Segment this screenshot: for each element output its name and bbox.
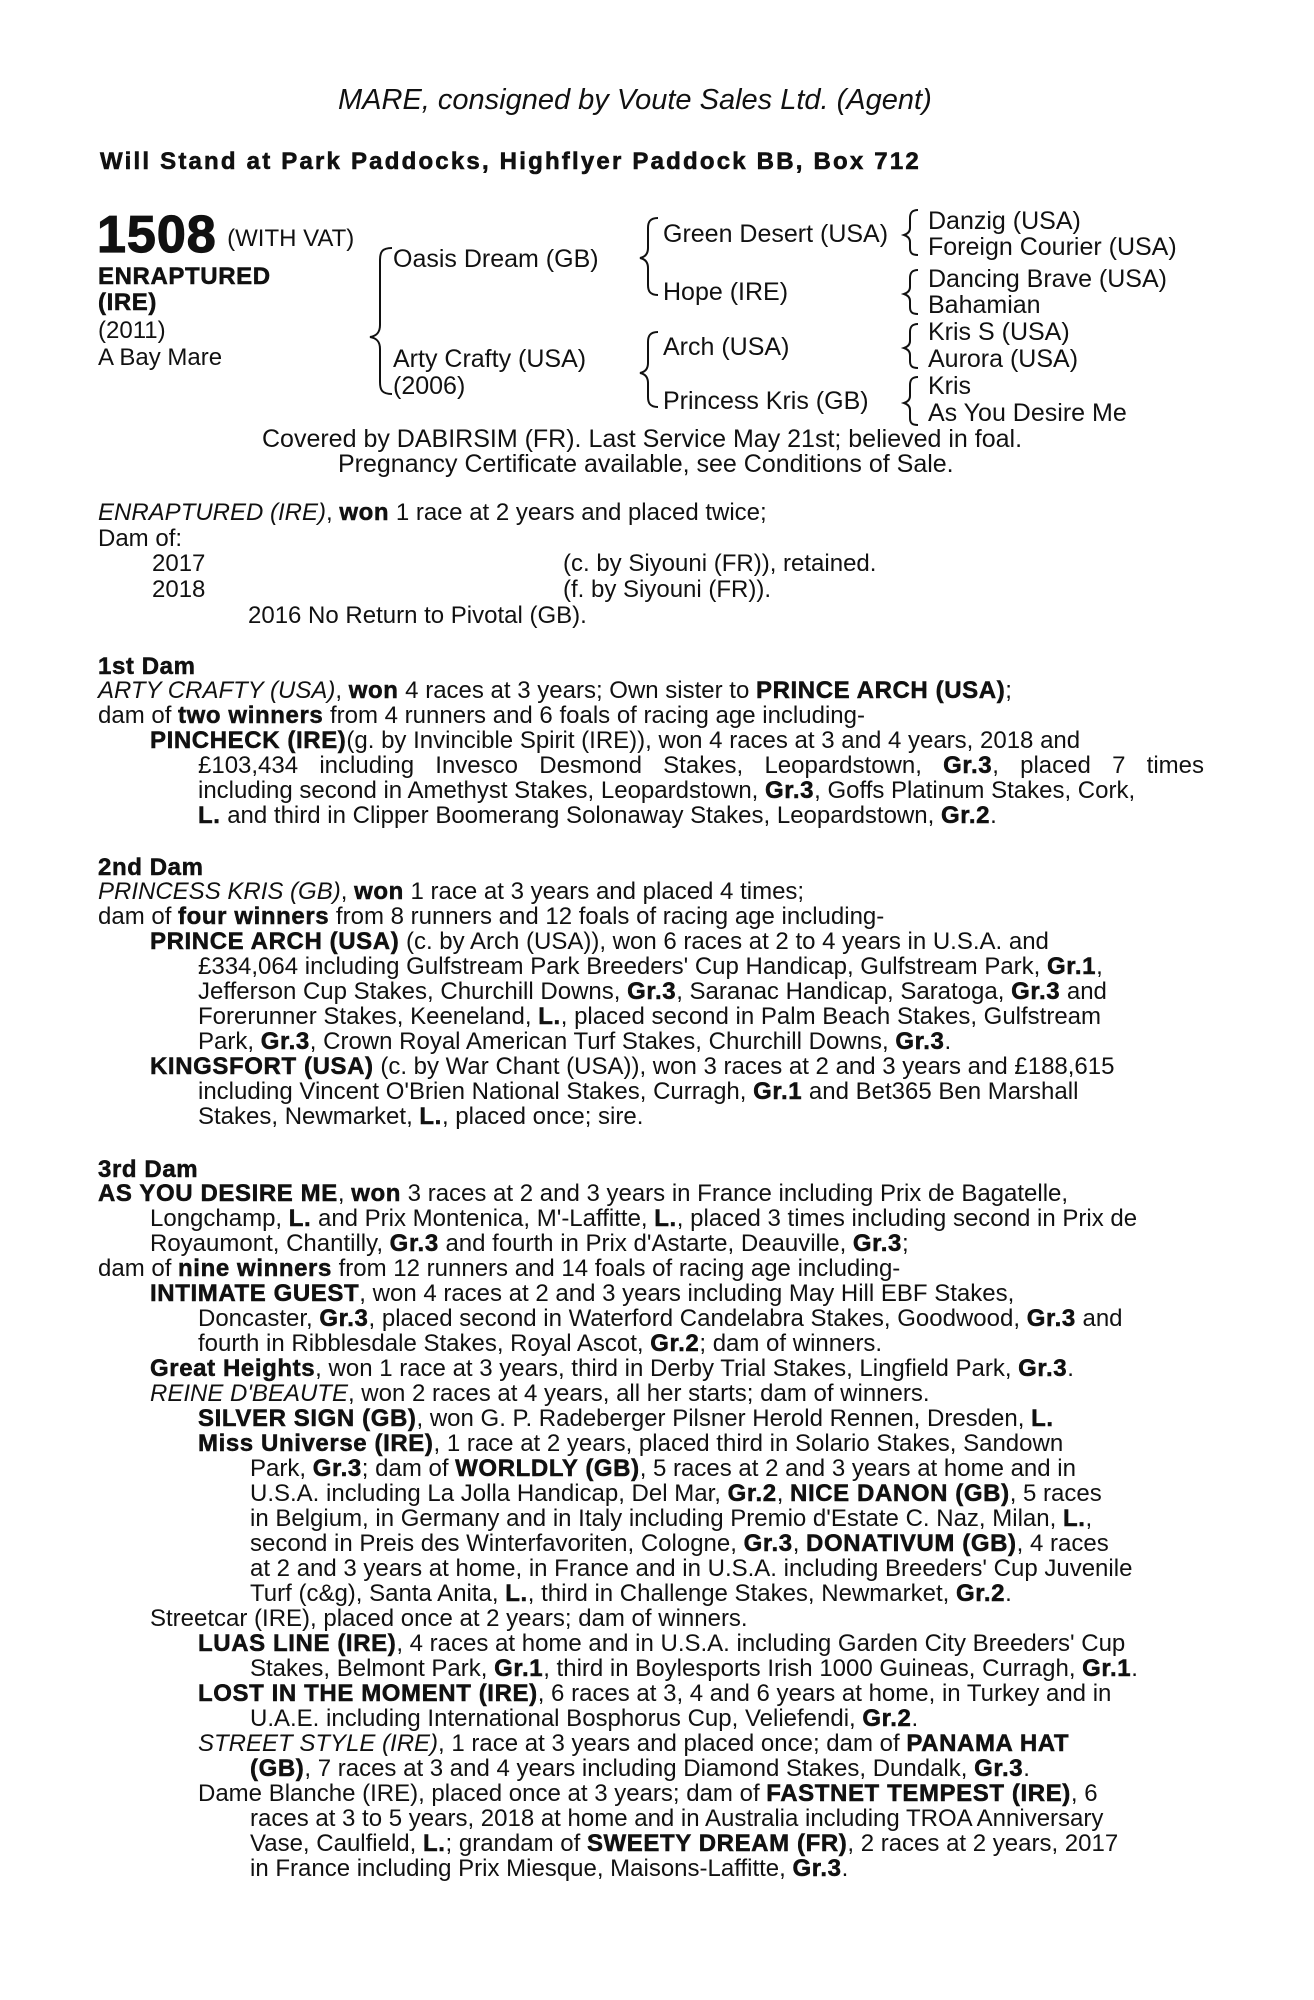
grade: Gr.3 xyxy=(743,1530,793,1557)
kingsfort-line3 xyxy=(198,1104,643,1129)
runner-name: WORLDLY (GB) xyxy=(455,1455,640,1482)
grade: Gr.3 xyxy=(895,1028,945,1055)
prince-arch-line3 xyxy=(198,979,1107,1004)
prince-arch-line2: £334,064 including Gulfstream Park Breeders' Cup Handicap, Gulfstream Park, Gr.1, xyxy=(198,953,1103,980)
pedigree-sire-sire: Green Desert (USA) xyxy=(663,220,889,248)
text: U.A.E. including International Bosphorus Cup, Veliefendi, xyxy=(250,1705,863,1732)
text: and fourth in Prix d'Astarte, Deauville, xyxy=(438,1230,853,1257)
grade: Gr.2 xyxy=(940,802,991,829)
won-label: won xyxy=(348,677,399,704)
text: , 1 race at 3 years and placed once; dam of xyxy=(438,1730,907,1757)
text: , won 4 races at 2 and 3 years including May Hill EBF Stakes, xyxy=(359,1280,1015,1307)
text: (c. by Arch (USA)), won 6 races at 2 to 4 years in U.S.A. and xyxy=(399,928,1049,955)
text: Stakes, Newmarket, xyxy=(198,1103,420,1130)
text: fourth in Ribblesdale Stakes, Royal Ascot, xyxy=(198,1330,651,1357)
grade: Gr.2 xyxy=(727,1480,777,1507)
text: Forerunner Stakes, Keeneland, xyxy=(198,1003,539,1030)
pincheck-line2 xyxy=(198,753,1204,778)
text: , Goffs Platinum Stakes, Cork, xyxy=(814,777,1136,804)
third-dam-heading: 3rd Dam xyxy=(98,1156,199,1183)
grade: Gr.3 xyxy=(260,1028,310,1055)
text: , placed second in Waterford Candelabra Stakes, Goodwood, xyxy=(368,1305,1027,1332)
dam-of-label: Dam of: xyxy=(98,525,183,552)
text: in Belgium, in Germany and in Italy including Premio d'Estate C. Naz, Milan, xyxy=(250,1505,1063,1532)
text: and Prix Montenica, M'-Laffitte, xyxy=(311,1205,655,1232)
pincheck-row xyxy=(150,728,1080,753)
text: and xyxy=(1060,978,1107,1005)
street-style-line1 xyxy=(198,1731,1069,1756)
foal-desc-2017: (c. by Siyouni (FR)), retained. xyxy=(563,550,877,577)
runner-name: KINGSFORT (USA) xyxy=(150,1053,374,1080)
text: including Vincent O'Brien National Stakes, Curragh, xyxy=(198,1078,754,1105)
second-dam-line1: PRINCESS KRIS (GB), won 1 race at 3 years and placed 4 times; xyxy=(98,878,805,905)
horse-year: (2011) xyxy=(98,317,166,344)
grade: Gr.3 xyxy=(765,777,815,804)
pedigree-ddd: As You Desire Me xyxy=(928,399,1127,427)
runner-name: NICE DANON (GB) xyxy=(790,1480,1010,1507)
pedigree-dam-dam: Princess Kris (GB) xyxy=(663,387,869,415)
runner-name: FASTNET TEMPEST (IRE) xyxy=(766,1780,1071,1807)
grade: L. xyxy=(1031,1405,1054,1432)
text: dam of xyxy=(98,1255,179,1282)
first-dam-line1: ARTY CRAFTY (USA), won 4 races at 3 years; Own sister to PRINCE ARCH (USA); xyxy=(98,677,1012,704)
intimate-guest-line2 xyxy=(198,1306,1123,1331)
text: in France including Prix Miesque, Maisons-Laffitte, xyxy=(250,1855,793,1882)
grade: L. xyxy=(422,1830,446,1857)
miss-universe-line1 xyxy=(198,1431,1063,1456)
grade: Gr.3 xyxy=(974,1755,1024,1782)
text: , 6 races at 3, 4 and 6 years at home, in Turkey and in xyxy=(537,1680,1112,1707)
sister-name: PRINCE ARCH (USA) xyxy=(755,677,1006,704)
text: , 5 races at 2 and 3 years at home and in xyxy=(639,1455,1076,1482)
text: . xyxy=(1131,1655,1138,1682)
text: and Bet365 Ben Marshall xyxy=(802,1078,1079,1105)
winners-count: four winners xyxy=(178,903,330,930)
third-dam-line3 xyxy=(150,1231,909,1256)
pedigree-dsd: Aurora (USA) xyxy=(928,345,1079,373)
horse-name-line1: ENRAPTURED xyxy=(98,263,271,290)
grade: Gr.3 xyxy=(1011,978,1061,1005)
third-dam-damof xyxy=(98,1256,900,1281)
text: , xyxy=(776,1480,784,1507)
return-note: 2016 No Return to Pivotal (GB). xyxy=(248,602,587,629)
pedigree-dam-sire: Arch (USA) xyxy=(663,333,790,361)
winners-count: nine winners xyxy=(178,1255,332,1282)
text: Doncaster, xyxy=(198,1305,320,1332)
foal-desc-2018: (f. by Siyouni (FR)). xyxy=(563,576,772,603)
runner-name: PANAMA HAT xyxy=(906,1730,1070,1757)
grade: Gr.3 xyxy=(627,978,677,1005)
pedigree-dam: Arty Crafty (USA) xyxy=(393,345,587,373)
page-title: MARE, consigned by Voute Sales Ltd. (Agent) xyxy=(338,84,932,116)
text: £103,434 including Invesco Desmond Stakes, Leopardstown, xyxy=(198,752,944,779)
text: , 1 race at 2 years, placed third in Solario Stakes, Sandown xyxy=(433,1430,1064,1457)
grade: Gr.3 xyxy=(389,1230,439,1257)
text: dam of xyxy=(98,903,179,930)
prince-arch-line1 xyxy=(150,929,1049,954)
grade: L. xyxy=(198,802,221,829)
text: , 6 xyxy=(1070,1780,1098,1807)
third-dam-line2 xyxy=(150,1206,1137,1231)
mare-name: ENRAPTURED (IRE) xyxy=(98,499,327,526)
grade: Gr.2 xyxy=(650,1330,700,1357)
grade: Gr.1 xyxy=(494,1655,544,1682)
miss-universe-line4 xyxy=(250,1506,1092,1531)
text: , 7 races at 3 and 4 years including Diamond Stakes, Dundalk, xyxy=(304,1755,975,1782)
dame-blanche-line4 xyxy=(250,1856,848,1881)
text: ; xyxy=(902,1230,909,1257)
grade: Gr.3 xyxy=(312,1455,362,1482)
won-label: won xyxy=(354,878,404,905)
text: U.S.A. including La Jolla Handicap, Del Mar, xyxy=(250,1480,728,1507)
text: . xyxy=(911,1705,919,1732)
grade: Gr.3 xyxy=(852,1230,903,1257)
runner-name: DONATIVUM (GB) xyxy=(806,1530,1017,1557)
runner-name: LOST IN THE MOMENT (IRE) xyxy=(198,1680,538,1707)
text: Park, xyxy=(250,1455,313,1482)
text: Longchamp, xyxy=(150,1205,289,1232)
text: ; dam of xyxy=(361,1455,456,1482)
first-dam-damof xyxy=(98,703,865,728)
text: , 2 races at 2 years, 2017 xyxy=(847,1830,1119,1857)
dame-blanche-line2: races at 3 to 5 years, 2018 at home and in Australia including TROA Anniversary xyxy=(250,1805,1104,1832)
runner-name: REINE D'BEAUTE xyxy=(150,1380,348,1407)
text: , 4 races at home and in U.S.A. including Garden City Breeders' Cup xyxy=(396,1630,1126,1657)
runner-name: (GB) xyxy=(250,1755,305,1782)
text: Park, xyxy=(198,1028,261,1055)
text: Jefferson Cup Stakes, Churchill Downs, xyxy=(198,978,628,1005)
runner-name: SILVER SIGN (GB) xyxy=(198,1405,417,1432)
stand-location: Will Stand at Park Paddocks, Highflyer Paddock BB, Box 712 xyxy=(100,148,921,175)
kingsfort-line1 xyxy=(150,1054,1114,1079)
runner-name: INTIMATE GUEST xyxy=(150,1280,360,1307)
text: 4 races at 3 years; Own sister to xyxy=(398,677,756,704)
text: , placed 3 times including second in Prix de xyxy=(676,1205,1138,1232)
dame-blanche-line1 xyxy=(198,1781,1098,1806)
text: . xyxy=(1023,1755,1030,1782)
luas-line2 xyxy=(250,1656,1138,1681)
text: from 8 runners and 12 foals of racing age including- xyxy=(329,903,885,930)
runner-name: SWEETY DREAM (FR) xyxy=(586,1830,848,1857)
first-dam-heading: 1st Dam xyxy=(98,653,196,680)
third-dam-line1: AS YOU DESIRE ME, won 3 races at 2 and 3 years in France including Prix de Bagatelle, xyxy=(98,1180,1069,1207)
covered-note: Covered by DABIRSIM (FR). Last Service May 21st; believed in foal. xyxy=(262,425,1023,453)
grade: Gr.3 xyxy=(319,1305,369,1332)
grade: Gr.1 xyxy=(1082,1655,1132,1682)
text: second in Preis des Winterfavoriten, Cologne, xyxy=(250,1530,744,1557)
runner-name: PINCHECK (IRE) xyxy=(150,727,347,754)
grade: Gr.1 xyxy=(753,1078,803,1105)
grade: Gr.1 xyxy=(1047,953,1097,980)
text: , third in Boylesports Irish 1000 Guineas, Curragh, xyxy=(543,1655,1083,1682)
grade: L. xyxy=(419,1103,442,1130)
horse-name-line2: (IRE) xyxy=(98,289,157,316)
grade: Gr.2 xyxy=(955,1580,1006,1607)
text: 1 race at 3 years and placed 4 times; xyxy=(403,878,805,905)
grade: Gr.3 xyxy=(943,752,993,779)
won-label: won xyxy=(339,499,390,526)
grade: L. xyxy=(1062,1505,1086,1532)
text: Royaumont, Chantilly, xyxy=(150,1230,390,1257)
miss-universe-line5 xyxy=(250,1531,1109,1556)
runner-name: Miss Universe (IRE) xyxy=(198,1430,434,1457)
pedigree-ssd: Foreign Courier (USA) xyxy=(928,233,1177,261)
pedigree-braces xyxy=(0,0,1314,440)
text: Turf (c&g), Santa Anita, xyxy=(250,1580,506,1607)
text: , placed 7 times xyxy=(992,752,1204,779)
horse-description: A Bay Mare xyxy=(98,344,223,371)
street-style-line2 xyxy=(250,1756,1030,1781)
text: , Saranac Handicap, Saratoga, xyxy=(676,978,1012,1005)
text: , won G. P. Radeberger Pilsner Herold Rennen, Dresden, xyxy=(416,1405,1032,1432)
text: ; grandam of xyxy=(445,1830,587,1857)
prince-arch-line4 xyxy=(198,1004,1101,1029)
pedigree-sss: Danzig (USA) xyxy=(928,207,1081,235)
first-dam-name: ARTY CRAFTY (USA) xyxy=(98,677,336,704)
miss-universe-line7 xyxy=(250,1581,1012,1606)
second-dam-name: PRINCESS KRIS (GB) xyxy=(98,878,341,905)
grade: Gr.2 xyxy=(862,1705,912,1732)
text: from 12 runners and 14 foals of racing age including- xyxy=(331,1255,901,1282)
mare-record-text: 1 race at 2 years and placed twice; xyxy=(389,499,767,526)
foal-year-2018: 2018 xyxy=(152,576,206,603)
mare-record: ENRAPTURED (IRE), won 1 race at 2 years and placed twice; xyxy=(98,499,767,526)
text: ; dam of winners. xyxy=(699,1330,883,1357)
grade: L. xyxy=(288,1205,312,1232)
grade: Gr.3 xyxy=(1026,1305,1076,1332)
text: , xyxy=(792,1530,800,1557)
text: , placed second in Palm Beach Stakes, Gulfstream xyxy=(560,1003,1102,1030)
pregnancy-note: Pregnancy Certificate available, see Conditions of Sale. xyxy=(338,450,954,478)
great-heights-line xyxy=(150,1356,1074,1381)
runner-name: PRINCE ARCH (USA) xyxy=(150,928,400,955)
pedigree-sire: Oasis Dream (GB) xyxy=(393,245,599,273)
lot-number: 1508 xyxy=(97,206,217,264)
silver-sign-line xyxy=(198,1406,1054,1431)
pedigree-dds: Kris xyxy=(928,372,972,400)
third-dam-name: AS YOU DESIRE ME xyxy=(98,1180,338,1207)
text: Stakes, Belmont Park, xyxy=(250,1655,495,1682)
runner-name: Great Heights xyxy=(150,1355,316,1382)
text: ; xyxy=(1005,677,1012,704)
text: and third in Clipper Boomerang Solonaway Stakes, Leopardstown, xyxy=(220,802,941,829)
pincheck-line3 xyxy=(198,778,1135,803)
pincheck-line4 xyxy=(198,803,997,828)
text: , 4 races xyxy=(1016,1530,1109,1557)
text: . xyxy=(1067,1355,1074,1382)
text: (c. by War Chant (USA)), won 3 races at 2 and 3 years and £188,615 xyxy=(373,1053,1115,1080)
text: , won 1 race at 3 years, third in Derby Trial Stakes, Lingfield Park, xyxy=(315,1355,1019,1382)
lost-line1 xyxy=(198,1681,1111,1706)
intimate-guest-line1 xyxy=(150,1281,1014,1306)
lost-line2 xyxy=(250,1706,918,1731)
text: , 5 races xyxy=(1009,1480,1102,1507)
text: including second in Amethyst Stakes, Leopardstown, xyxy=(198,777,765,804)
foal-year-2017: 2017 xyxy=(152,550,206,577)
text: £334,064 including Gulfstream Park Breeders' Cup Handicap, Gulfstream Park, xyxy=(198,953,1047,980)
winners-count: two winners xyxy=(178,702,324,729)
won-label: won xyxy=(351,1180,402,1207)
second-dam-damof xyxy=(98,904,884,929)
text: . xyxy=(1005,1580,1012,1607)
kingsfort-line2 xyxy=(198,1079,1078,1104)
text: , placed once; sire. xyxy=(441,1103,644,1130)
text: Vase, Caulfield, xyxy=(250,1830,423,1857)
text: and xyxy=(1075,1305,1123,1332)
grade: L. xyxy=(538,1003,561,1030)
grade: Gr.3 xyxy=(792,1855,842,1882)
intimate-guest-line3 xyxy=(198,1331,882,1356)
prince-arch-line5: Park, Gr.3, Crown Royal American Turf Stakes, Churchill Downs, Gr.3. xyxy=(198,1028,952,1055)
pedigree-sds: Dancing Brave (USA) xyxy=(928,265,1167,293)
grade: L. xyxy=(505,1580,528,1607)
pedigree-dam-year: (2006) xyxy=(393,372,466,400)
text: . xyxy=(990,802,997,829)
text: from 4 runners and 6 foals of racing age including- xyxy=(323,702,865,729)
pedigree-sire-dam: Hope (IRE) xyxy=(663,278,789,306)
grade: Gr.3 xyxy=(1018,1355,1068,1382)
dame-blanche-line3 xyxy=(250,1831,1118,1856)
text: . xyxy=(841,1855,849,1882)
pincheck-line1 xyxy=(150,728,1204,753)
miss-universe-line6: at 2 and 3 years at home, in France and in U.S.A. including Breeders' Cup Juvenile xyxy=(250,1555,1133,1582)
vat-label: (WITH VAT) xyxy=(227,225,355,252)
second-dam-heading: 2nd Dam xyxy=(98,854,204,881)
text: , Crown Royal American Turf Stakes, Churchill Downs, xyxy=(309,1028,896,1055)
runner-name: LUAS LINE (IRE) xyxy=(198,1630,397,1657)
luas-line1 xyxy=(198,1631,1125,1656)
reine-line xyxy=(150,1381,930,1406)
text: , won 2 races at 4 years, all her starts; dam of winners. xyxy=(347,1380,930,1407)
text: (g. by Invincible Spirit (IRE)), won 4 races at 3 and 4 years, 2018 and xyxy=(346,727,1081,754)
text: 3 races at 2 and 3 years in France including Prix de Bagatelle, xyxy=(401,1180,1069,1207)
miss-universe-line2 xyxy=(250,1456,1076,1481)
runner-name: STREET STYLE (IRE) xyxy=(198,1730,439,1757)
text: , xyxy=(1085,1505,1093,1532)
text: dam of xyxy=(98,702,179,729)
pedigree-sdd: Bahamian xyxy=(928,291,1041,319)
text: , third in Challenge Stakes, Newmarket, xyxy=(527,1580,956,1607)
miss-universe-line3 xyxy=(250,1481,1102,1506)
text: Dame Blanche (IRE), placed once at 3 years; dam of xyxy=(198,1780,767,1807)
streetcar-line: Streetcar (IRE), placed once at 2 years; dam of winners. xyxy=(150,1605,748,1632)
pedigree-dss: Kris S (USA) xyxy=(928,318,1070,346)
grade: L. xyxy=(654,1205,677,1232)
